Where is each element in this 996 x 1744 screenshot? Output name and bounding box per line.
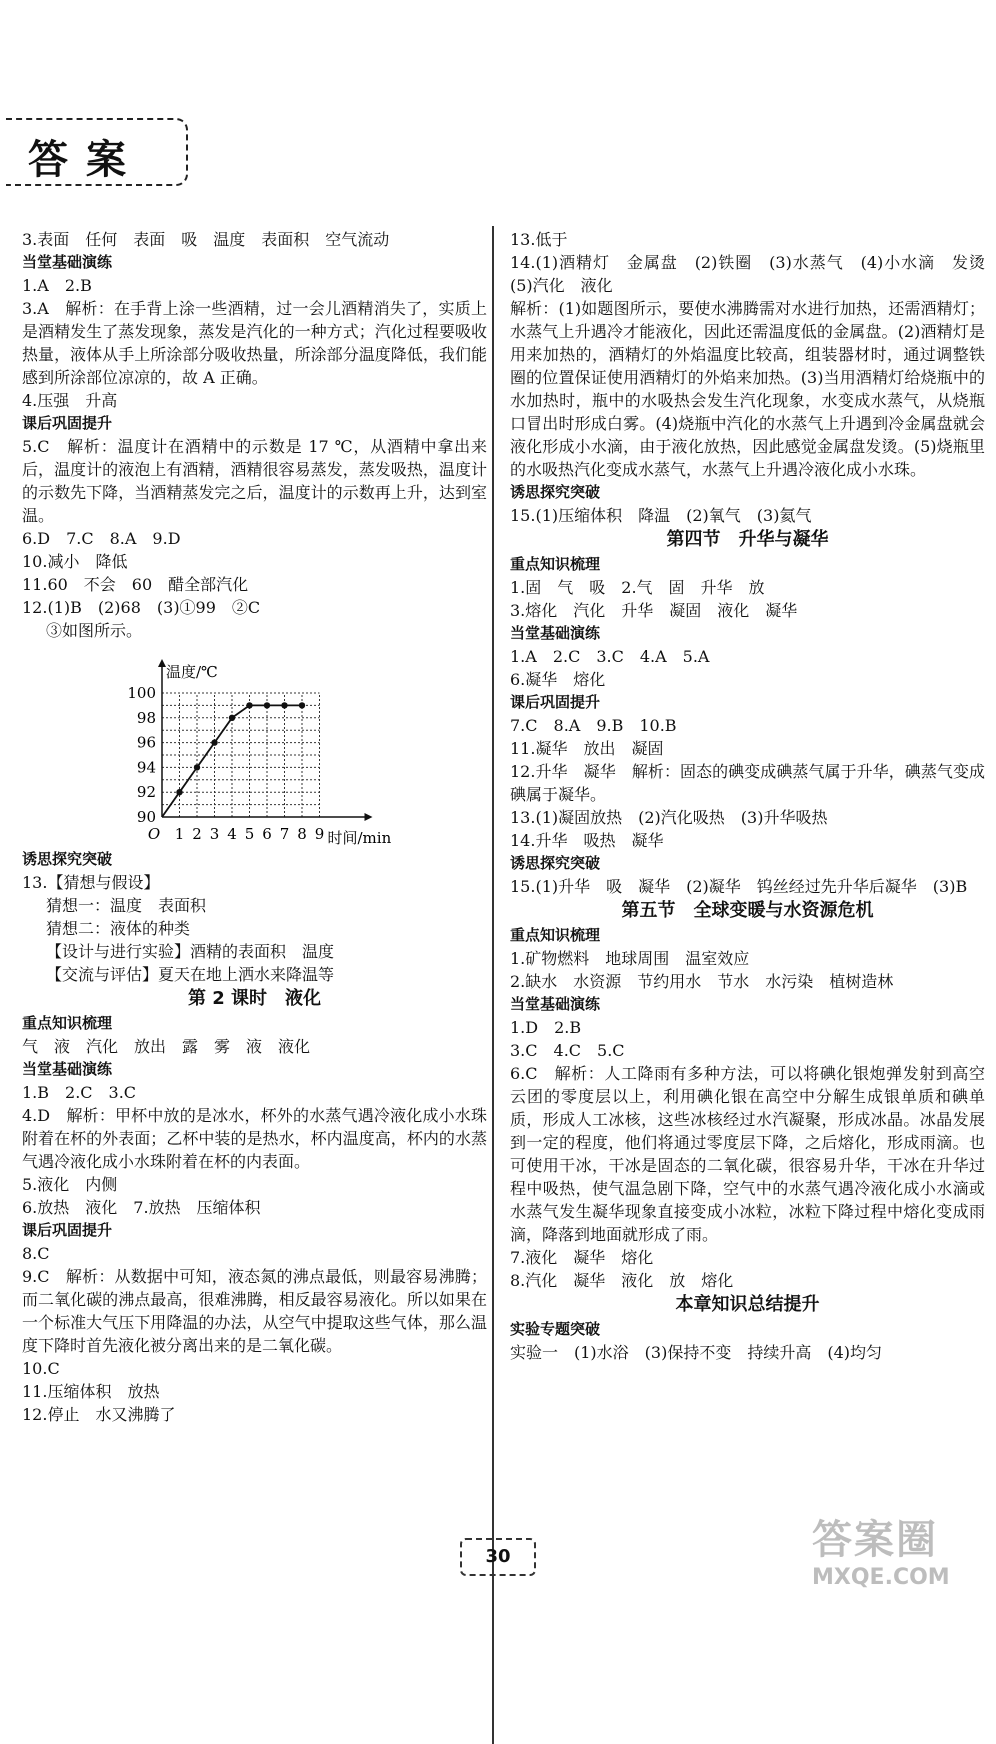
x-axis-label: 时间/min — [327, 829, 392, 847]
x-tick-label: 3 — [209, 825, 220, 843]
section-heading: 当堂基础演练 — [510, 995, 601, 1013]
x-tick-label: 2 — [192, 825, 202, 843]
section-heading: 课后巩固提升 — [22, 1221, 113, 1239]
answer-line: 15.(1)压缩体积 降温 (2)氧气 (3)氦气 — [510, 506, 812, 525]
section-heading: 课后巩固提升 — [510, 693, 601, 711]
answer-line: 1.矿物燃料 地球周围 温室效应 — [510, 949, 750, 968]
x-tick-label: 5 — [244, 825, 255, 843]
answer-line: 2.缺水 水资源 节约用水 节水 水污染 植树造林 — [510, 972, 894, 991]
answer-paragraph: 9.C 解析：从数据中可知，液态氮的沸点最低，则最容易沸腾；而二氧化碳的沸点最高，很难沸腾，相反最容易液化。所以如果在一个标准大气压下用降温的办法，从空气中提取这些气体，那么温度下降时首先液化被分离出来的是二氧化碳。 — [22, 1267, 487, 1355]
answer-paragraph: 6.C 解析：人工降雨有多种方法，可以将碘化银炮弹发射到高空云团的零度层以上，利用碘化银在高空中分解生成银单质和碘单质，形成人工冰核，这些冰核经过水汽凝聚，形成冰晶。冰晶发展到一定的程度，他们将通过零度层下降，之后熔化，形成雨滴。也可使用干冰，干冰是固态的二氧化碳，很容易升华，干冰在升华过程中吸热，使气温急剧下降，空气中的水蒸气遇冷液化成小水滴或水蒸气发生凝华现象直接变成小冰粒，冰粒下降过程中熔化变成雨滴，降落到地面就形成了雨。 — [510, 1064, 985, 1244]
y-axis-label: 温度/℃ — [166, 663, 218, 681]
answer-line: 13.【猜想与假设】 — [22, 873, 160, 892]
answer-line: 实验一 (1)水浴 (3)保持不变 持续升高 (4)均匀 — [510, 1343, 882, 1362]
temperature-chart — [22, 642, 487, 848]
section-heading: 重点知识梳理 — [22, 1014, 113, 1032]
answer-paragraph: 解析：(1)如题图所示，要使水沸腾需对水进行加热，还需酒精灯；水蒸气上升遇冷才能液化，因此还需温度低的金属盘。(2)酒精灯是用来加热的，酒精灯的外焰温度比较高，组装器材时，通过调整铁圈的位置保证使用酒精灯的外焰来加热。(3)当用酒精灯给烧瓶中的水加热时，瓶中的水吸热会发生汽化现象，水变成水蒸气，从烧瓶口冒出时形成白雾。(4)烧瓶中汽化的水蒸气上升遇到冷金属盘就会液化形成小水滴，由于液化放热，因此感觉金属盘发烫。(5)烧瓶里的水吸热汽化变成水蒸气，水蒸气上升遇冷液化成小水珠。 — [510, 299, 985, 479]
x-tick-label: 7 — [279, 825, 290, 843]
x-tick-label: 8 — [297, 825, 307, 843]
column-divider — [492, 226, 494, 1744]
page-title: 答案 — [28, 137, 144, 183]
section-heading: 重点知识梳理 — [510, 926, 601, 944]
answer-line: ③如图所示。 — [46, 621, 143, 640]
answer-line: 14.升华 吸热 凝华 — [510, 831, 664, 850]
section-heading: 当堂基础演练 — [22, 1060, 113, 1078]
x-axis-arrow — [365, 813, 373, 821]
section-heading: 诱思探究突破 — [510, 854, 601, 872]
chapter-heading: 第 2 课时 液化 — [187, 988, 322, 1009]
y-tick-label: 90 — [136, 808, 156, 826]
origin-label: O — [147, 825, 161, 843]
y-tick-label: 98 — [136, 708, 156, 727]
x-tick-label: 9 — [314, 825, 325, 843]
answer-line: 11.凝华 放出 凝固 — [510, 739, 664, 758]
data-point — [299, 702, 305, 708]
answer-paragraph: 3.A 解析：在手背上涂一些酒精，过一会儿酒精消失了，实质上是酒精发生了蒸发现象，蒸发是汽化的一种方式；汽化过程要吸收热量，液体从手上所涂部分吸收热量，所涂部分温度降低，我们能感到所涂部位凉凉的，故 A 正确。 — [22, 299, 487, 387]
data-point — [281, 702, 287, 708]
answer-line: 1.D 2.B — [510, 1018, 582, 1037]
watermark-text: 答案圈 — [812, 1517, 938, 1563]
data-point — [176, 789, 182, 795]
answer-line: 1.A 2.B — [22, 276, 92, 295]
answer-line: 4.压强 升高 — [22, 391, 118, 410]
answer-line: 10.减小 降低 — [22, 552, 128, 571]
answer-line: 6.凝华 熔化 — [510, 670, 606, 689]
answer-line: 11.压缩体积 放热 — [22, 1382, 160, 1401]
answer-line: 3.C 4.C 5.C — [510, 1041, 625, 1060]
y-tick-label: 92 — [136, 783, 156, 802]
answer-line: 1.固 气 吸 2.气 固 升华 放 — [510, 578, 765, 597]
chapter-heading: 第五节 全球变暖与水资源危机 — [621, 900, 874, 921]
y-axis-arrow — [158, 659, 166, 667]
answer-line: 7.液化 凝华 熔化 — [510, 1248, 654, 1267]
y-tick-label: 100 — [127, 684, 156, 702]
section-heading: 重点知识梳理 — [510, 555, 601, 573]
answer-line: 猜想一：温度 表面积 — [46, 896, 207, 915]
answer-line: 6.D 7.C 8.A 9.D — [22, 529, 181, 548]
data-point — [194, 764, 200, 770]
watermark-sub: MXQE.COM — [812, 1565, 950, 1590]
answer-line: 12.停止 水又沸腾了 — [22, 1405, 176, 1424]
data-point — [264, 702, 270, 708]
x-tick-label: 1 — [174, 825, 185, 843]
section-heading: 当堂基础演练 — [510, 624, 601, 642]
answer-line: 3.熔化 汽化 升华 凝固 液化 凝华 — [510, 601, 798, 620]
x-tick-label: 6 — [262, 825, 272, 843]
answer-line: 7.C 8.A 9.B 10.B — [510, 716, 677, 735]
answer-paragraph: 12.升华 凝华 解析：固态的碘变成碘蒸气属于升华，碘蒸气变成碘属于凝华。 — [510, 762, 985, 804]
section-heading: 课后巩固提升 — [22, 414, 113, 432]
answer-line: 【交流与评估】夏天在地上洒水来降温等 — [46, 965, 335, 984]
y-tick-label: 94 — [136, 758, 156, 777]
answer-paragraph: 5.C 解析：温度计在酒精中的示数是 17 ℃，从酒精中拿出来后，温度计的液泡上有酒精，酒精很容易蒸发，蒸发吸热，温度计的示数先下降，当酒精蒸发完之后，温度计的示数再上升，达到室温。 — [22, 437, 487, 525]
page-number: 30 — [460, 1538, 536, 1576]
x-tick-label: 4 — [227, 825, 237, 843]
answer-line: 13.低于 — [510, 230, 568, 249]
answer-line: 气 液 汽化 放出 露 雾 液 液化 — [22, 1037, 311, 1056]
data-point — [246, 702, 252, 708]
answer-line: 8.C — [22, 1244, 50, 1263]
answer-line: 8.汽化 凝华 液化 放 熔化 — [510, 1271, 734, 1290]
section-heading: 实验专题突破 — [510, 1320, 601, 1338]
y-tick-label: 96 — [136, 733, 156, 752]
answer-line: 12.(1)B (2)68 (3)①99 ②C — [22, 598, 261, 617]
section-heading: 当堂基础演练 — [22, 253, 113, 271]
answer-line: 猜想二：液体的种类 — [46, 919, 191, 938]
chapter-heading: 第四节 升华与凝华 — [666, 529, 829, 550]
chapter-heading: 本章知识总结提升 — [675, 1294, 820, 1315]
answer-paragraph: 15.(1)升华 吸 凝华 (2)凝华 钨丝经过先升华后凝华 (3)B — [510, 877, 968, 896]
answer-paragraph: 4.D 解析：甲杯中放的是冰水，杯外的水蒸气遇冷液化成小水珠附着在杯的外表面；乙杯中装的是热水，杯内温度高，杯内的水蒸气遇冷液化成小水珠附着在杯的内表面。 — [22, 1106, 487, 1171]
right-column — [510, 228, 985, 1364]
section-heading: 诱思探究突破 — [22, 850, 113, 868]
chart-svg — [22, 642, 422, 848]
answer-line: 1.B 2.C 3.C — [22, 1083, 137, 1102]
data-point — [229, 715, 235, 721]
data-point — [211, 739, 217, 745]
answer-line: 1.A 2.C 3.C 4.A 5.A — [510, 647, 710, 666]
answer-paragraph: 14.(1)酒精灯 金属盘 (2)铁圈 (3)水蒸气 (4)小水滴 发烫 (5)汽化 液化 — [510, 253, 985, 295]
section-heading: 诱思探究突破 — [510, 483, 601, 501]
answer-line: 11.60 不会 60 醋全部汽化 — [22, 575, 249, 594]
answer-line: 13.(1)凝固放热 (2)汽化吸热 (3)升华吸热 — [510, 808, 828, 827]
left-column — [22, 228, 487, 1426]
answer-line: 5.液化 内侧 — [22, 1175, 118, 1194]
answer-line: 3.表面 任何 表面 吸 温度 表面积 空气流动 — [22, 230, 390, 249]
answer-line: 10.C — [22, 1359, 60, 1378]
answer-line: 6.放热 液化 7.放热 压缩体积 — [22, 1198, 261, 1217]
watermark-logo — [812, 1508, 982, 1596]
answer-line: 【设计与进行实验】酒精的表面积 温度 — [46, 942, 335, 961]
